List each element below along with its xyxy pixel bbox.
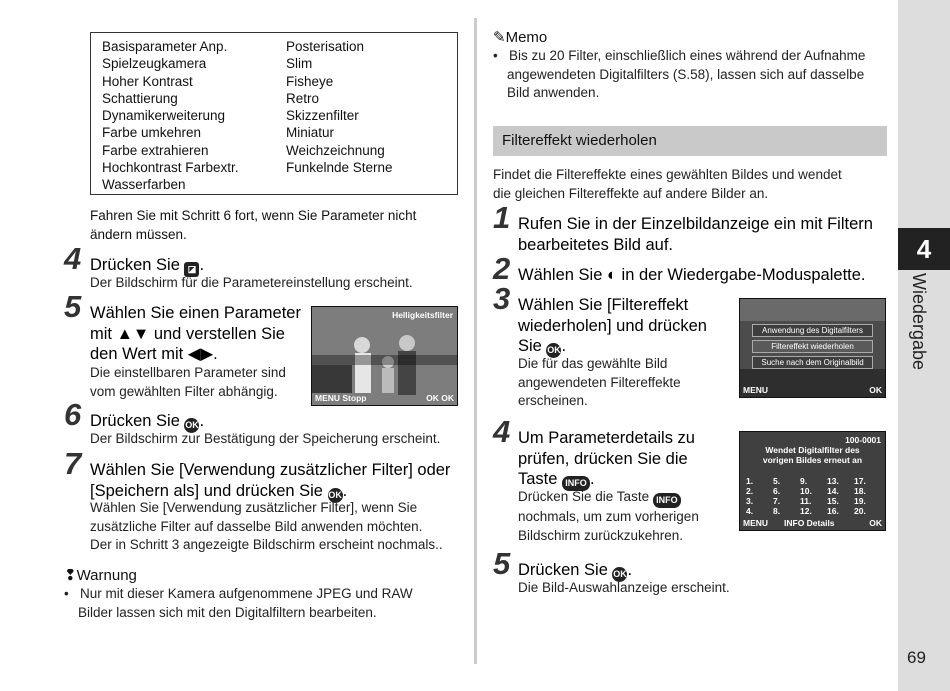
- exposure-compensation-icon: ◪: [184, 262, 199, 277]
- chapter-label: Wiedergabe: [909, 273, 929, 371]
- filter-list-left-column: [102, 38, 239, 194]
- ok-label: OK: [869, 518, 882, 528]
- photo-thumbnail: [312, 307, 457, 405]
- ok-label: OK: [869, 385, 882, 395]
- filter-slot: 8.: [773, 506, 781, 516]
- menu-stop-label: MENU Stopp: [315, 393, 367, 403]
- menu-item-apply-filter: Anwendung des Digitalfilters: [752, 324, 873, 337]
- info-button-icon: INFO: [562, 476, 590, 491]
- step-description: Die für das gewählte Bild angewendeten Filtereffekte erscheinen.: [518, 356, 681, 408]
- step-title: Um Parameterdetails zu prüfen, drücken Sie die Taste INFO .: [518, 428, 695, 491]
- intro-text: Fahren Sie mit Schritt 6 fort, wenn Sie Parameter nicht ändern müssen.: [90, 208, 417, 242]
- step-number: 4: [493, 414, 511, 449]
- warning-heading: ❢Warnung: [64, 567, 137, 584]
- column-divider: [474, 18, 477, 664]
- step-title: Rufen Sie in der Einzelbildanzeige ein mit Filtern bearbeitetes Bild auf.: [518, 215, 873, 254]
- step-title: Wählen Sie einen Parameter mit ▲▼ und verstellen Sie den Wert mit ◀▶.: [90, 304, 301, 363]
- menu-item-repeat-filter: Filtereffekt wiederholen: [752, 340, 873, 353]
- filter-slot: 3.: [746, 496, 754, 506]
- warning-icon: ❢: [64, 567, 77, 584]
- ok-button-icon: OK: [184, 418, 199, 433]
- step-number: 7: [64, 446, 82, 481]
- screen-line-2: vorigen Bildes erneut an: [762, 455, 863, 465]
- menu-label: MENU: [743, 518, 769, 528]
- filter-item: Schattierung: [102, 90, 178, 106]
- filter-slot: 10.: [800, 486, 812, 496]
- playback-mode-icon: ◐: [606, 266, 617, 284]
- memo-pencil-icon: ✎: [493, 29, 506, 46]
- ok-button-icon: OK: [328, 488, 343, 503]
- step-description: Der Bildschirm für die Parametereinstellung erscheint.: [90, 275, 413, 290]
- filter-slot: 19.: [854, 496, 866, 506]
- bullet-icon: •: [493, 48, 509, 63]
- filter-slot: 11.: [800, 496, 812, 506]
- filter-item: Farbe umkehren: [102, 125, 202, 141]
- screen-title: Helligkeitsfilter: [392, 310, 453, 320]
- image-counter: 100-0001: [845, 435, 881, 445]
- filter-slot: 20.: [854, 506, 866, 516]
- step-number: 3: [493, 281, 511, 316]
- filter-slot: 4.: [746, 506, 754, 516]
- step-title: Wählen Sie ◐ in der Wiedergabe-Moduspalette.: [518, 266, 866, 284]
- step-number: 5: [493, 546, 511, 581]
- ok-button-icon: OK: [546, 343, 561, 358]
- filter-slot: 5.: [773, 476, 781, 486]
- filter-slot-grid: [746, 476, 879, 516]
- filter-item: Farbe extrahieren: [102, 142, 209, 158]
- step-number: 6: [64, 397, 82, 432]
- section-heading: Filtereffekt wiederholen: [502, 132, 657, 149]
- filter-item: Posterisation: [286, 39, 365, 54]
- ok-label: OK OK: [426, 393, 454, 403]
- step-title: Wählen Sie [Verwendung zusätzlicher Filter] oder [Speichern als] und drücken Sie OK.: [90, 460, 450, 503]
- info-details-label: INFO Details: [784, 518, 835, 528]
- section-heading-bar: [493, 126, 887, 156]
- bullet-icon: •: [64, 586, 80, 601]
- step-title: Drücken Sie OK.: [90, 411, 204, 433]
- filter-slot: 7.: [773, 496, 781, 506]
- filter-item: Spielzeugkamera: [102, 56, 207, 72]
- menu-item-find-original: Suche nach dem Originalbild: [752, 356, 873, 369]
- step-description: Wählen Sie [Verwendung zusätzlicher Filter], wenn Sie zusätzliche Filter auf dasselbe Bild anwenden möchten. Der in Schritt 3 angezeigte Bildschirm erscheint nochmals..: [90, 500, 443, 552]
- step-description: Die einstellbaren Parameter sind vom gewählten Filter abhängig.: [90, 365, 286, 399]
- filter-list-right-column: [286, 38, 393, 176]
- filter-item: Hochkontrast Farbextr.: [102, 160, 239, 176]
- filter-list-table: [90, 32, 458, 195]
- chapter-number: 4: [898, 228, 950, 270]
- ok-button-icon: OK: [612, 567, 627, 582]
- screen-line-1: Wendet Digitalfilter des: [765, 445, 860, 455]
- step-title: Drücken Sie OK.: [518, 560, 632, 582]
- filter-slot: 16.: [827, 506, 839, 516]
- info-button-icon: INFO: [653, 493, 681, 508]
- filter-slot: 18.: [854, 486, 866, 496]
- camera-screen-brightness-filter: [311, 306, 458, 406]
- menu-label: MENU: [743, 385, 769, 395]
- step-number: 2: [493, 251, 511, 286]
- camera-screen-filter-menu: [739, 298, 886, 398]
- filter-item: Weichzeichnung: [286, 142, 385, 158]
- filter-slot: 6.: [773, 486, 781, 496]
- filter-item: Fisheye: [286, 73, 334, 89]
- filter-slot: 1.: [746, 476, 754, 486]
- filter-item: Hoher Kontrast: [102, 73, 193, 89]
- filter-item: Skizzenfilter: [286, 108, 359, 124]
- filter-slot: 9.: [800, 476, 808, 486]
- step-description: Die Bild-Auswahlanzeige erscheint.: [518, 580, 730, 595]
- step-description: Drücken Sie die Taste INFO nochmals, um zum vorherigen Bildschirm zurückzukehren.: [518, 489, 699, 543]
- filter-slot: 14.: [827, 486, 839, 496]
- filter-slot: 2.: [746, 486, 754, 496]
- filter-item: Retro: [286, 90, 320, 106]
- filter-item: Funkelnde Sterne: [286, 160, 393, 176]
- filter-item: Basisparameter Anp.: [102, 39, 228, 54]
- filter-item: Miniatur: [286, 125, 335, 141]
- step-number: 5: [64, 289, 82, 324]
- step-description: Der Bildschirm zur Bestätigung der Speicherung erscheint.: [90, 431, 441, 446]
- page-number: 69: [907, 648, 926, 667]
- filter-slot: 17.: [854, 476, 866, 486]
- camera-screen-filter-details: [739, 431, 886, 531]
- step-title: Drücken Sie ◪ .: [90, 255, 204, 277]
- section-intro: Findet die Filtereffekte eines gewählten Bildes und wendet die gleichen Filtereffekte auf andere Bilder an.: [493, 167, 842, 201]
- memo-heading: ✎Memo: [493, 29, 548, 46]
- filter-item: Slim: [286, 56, 313, 72]
- step-number: 4: [64, 241, 82, 276]
- filter-slot: 15.: [827, 496, 839, 506]
- filter-item: Wasserfarben: [102, 177, 186, 193]
- step-number: 1: [493, 200, 511, 235]
- filter-slot: 13.: [827, 476, 839, 486]
- memo-bullet: • Bis zu 20 Filter, einschließlich eines während der Aufnahme angewendeten Digitalfilters (S.58), lassen sich auf dasselbe Bild anwenden.: [493, 48, 866, 100]
- step-title: Wählen Sie [Filtereffekt wiederholen] und drücken Sie OK.: [518, 295, 707, 358]
- warning-bullet: • Nur mit dieser Kamera aufgenommene JPEG und RAW Bilder lassen sich mit den Digitalfiltern bearbeiten.: [64, 586, 413, 620]
- filter-item: Dynamikerweiterung: [102, 108, 226, 124]
- filter-slot: 12.: [800, 506, 812, 516]
